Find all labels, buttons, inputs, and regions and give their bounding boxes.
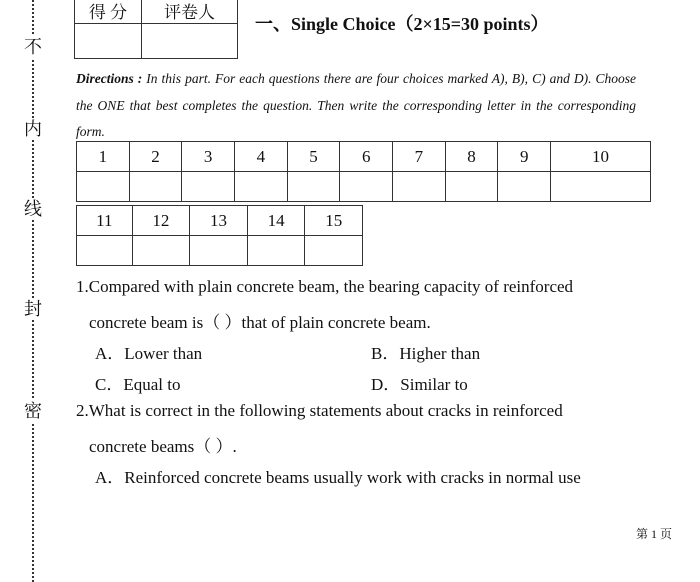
row1-answer-cell (235, 172, 288, 202)
question-1-line2: concrete beam is（ ）that of plain concrete beam. (89, 313, 431, 332)
row1-number-cell: 9 (498, 142, 551, 172)
row1-answer-cell (77, 172, 130, 202)
row2-answer-cell (132, 236, 190, 266)
page-number: 第 1 页 (636, 527, 673, 541)
row2-answer-cell (77, 236, 133, 266)
row1-number-cell: 1 (77, 142, 130, 172)
score-box (74, 0, 238, 59)
row1-number-cell: 3 (182, 142, 235, 172)
question-1-option-c: C．Equal to (95, 375, 181, 394)
grader-cell (142, 24, 238, 59)
binding-dotted-line (32, 0, 34, 582)
question-2-option-a: A．Reinforced concrete beams usually work with cracks in normal use (95, 468, 581, 487)
question-2-line1: 2.What is correct in the following statements about cracks in reinforced (76, 401, 563, 420)
answer-grid-row2 (76, 205, 363, 266)
question-1-option-a: A．Lower than (95, 344, 203, 363)
row1-answer-cell (393, 172, 446, 202)
question-1-option-d: D．Similar to (371, 375, 468, 394)
directions (76, 66, 636, 146)
row1-number-cell: 5 (287, 142, 340, 172)
row2-number-cell: 15 (305, 206, 363, 236)
binding-char-3: 线 (24, 199, 42, 219)
directions-colon: : (133, 71, 147, 86)
answer-grid-row1 (76, 141, 651, 202)
row2-number-cell: 12 (132, 206, 190, 236)
row1-answer-cell (551, 172, 651, 202)
grader-label: 评卷人 (142, 0, 238, 24)
directions-text: In this part. For each questions there are four choices marked A), B), C) and D). Choose the ONE that best completes the question. Then write the corresponding letter in the corresponding form. (76, 71, 636, 139)
row1-number-cell: 6 (340, 142, 393, 172)
score-cell (75, 24, 142, 59)
question-1-line1: 1.Compared with plain concrete beam, the bearing capacity of reinforced (76, 277, 574, 296)
question-1-option-b: B．Higher than (371, 344, 481, 363)
binding-char-4: 封 (24, 299, 42, 319)
row2-answer-cell (247, 236, 305, 266)
row1-number-cell: 8 (445, 142, 498, 172)
row1-number-cell: 4 (235, 142, 288, 172)
score-label: 得 分 (75, 0, 142, 24)
row2-number-cell: 13 (190, 206, 248, 236)
binding-strip (22, 0, 44, 582)
row1-answer-cell (340, 172, 393, 202)
binding-char-5: 密 (24, 401, 42, 421)
row1-answer-cell (287, 172, 340, 202)
directions-label: Directions (76, 71, 134, 86)
row1-number-cell: 7 (393, 142, 446, 172)
binding-char-2: 内 (24, 119, 42, 139)
section-title: 一、Single Choice（2×15=30 points） (255, 14, 549, 34)
row1-answer-cell (182, 172, 235, 202)
binding-char-1: 不 (24, 37, 42, 57)
row2-number-cell: 11 (77, 206, 133, 236)
row1-number-cell: 10 (551, 142, 651, 172)
row2-number-cell: 14 (247, 206, 305, 236)
row1-answer-cell (129, 172, 182, 202)
question-2-line2: concrete beams（ ）. (89, 437, 237, 456)
row1-number-cell: 2 (129, 142, 182, 172)
row2-answer-cell (305, 236, 363, 266)
row2-answer-cell (190, 236, 248, 266)
row1-answer-cell (498, 172, 551, 202)
row1-answer-cell (445, 172, 498, 202)
